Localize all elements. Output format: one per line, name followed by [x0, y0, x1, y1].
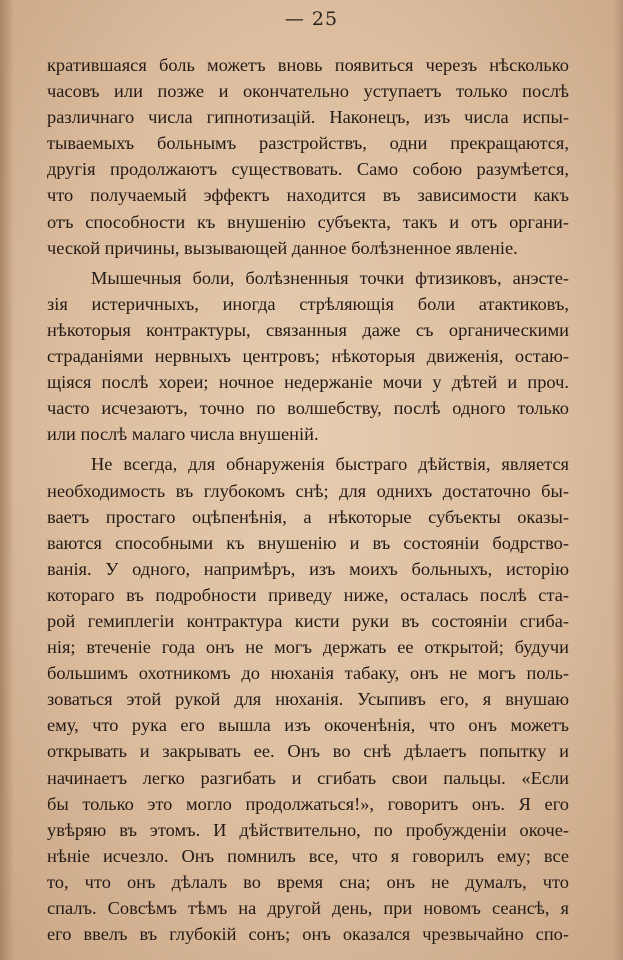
page-number: — 25 — [284, 8, 339, 30]
text-line: нѣкоторыя контрактуры, связанныя даже съ органическими — [47, 319, 569, 340]
paragraph — [47, 451, 569, 947]
text-line: ему, что рука его вышла изъ окоченѣнія, что онъ можетъ — [47, 715, 569, 736]
text-line: открывать и закрывать ее. Онъ во снѣ дѣлаетъ попытку и — [47, 741, 569, 762]
body-text — [47, 52, 569, 947]
text-line: различнаго числа гипнотизацій. Наконецъ, изъ числа испы- — [47, 107, 569, 128]
text-line: другія продолжаютъ существовать. Само собою разумѣется, — [47, 159, 569, 180]
text-line: ванія. У одного, напримѣръ, изъ моихъ больныхъ, исторію — [47, 558, 569, 579]
text-line: ваетъ простаго оцѣпенѣнія, а нѣкоторые субъекты оказы- — [47, 506, 569, 527]
text-line: котораго въ подробности приведу ниже, осталась послѣ ста- — [47, 584, 569, 605]
text-line: спалъ. Совсѣмъ тѣмъ на другой день, при новомъ сеансѣ, я — [47, 898, 569, 918]
text-line: большимъ охотникомъ до нюханія табаку, онъ не могъ поль- — [47, 663, 569, 684]
text-line: часто исчезаютъ, точно по волшебству, послѣ одного только — [47, 398, 569, 419]
text-line: страданіями нервныхъ центровъ; нѣкоторыя движенія, остаю- — [47, 346, 569, 367]
text-line: кратившаяся боль можетъ вновь появиться черезъ нѣсколько — [47, 55, 569, 75]
text-line: начинаетъ легко разгибать и сгибать свои пальцы. «Если — [47, 767, 569, 788]
text-line: нія; втеченіе года онъ не могъ держать ее открытой; будучи — [47, 637, 569, 658]
text-line: щіяся послѣ хореи; ночное недержаніе мочи у дѣтей и проч. — [47, 372, 569, 393]
text-line: то, что онъ дѣлалъ во время сна; онъ не думалъ, что — [47, 871, 569, 892]
text-line: тываемыхъ больнымъ разстройствъ, одни прекращаются, — [47, 133, 569, 154]
paragraph — [47, 52, 569, 261]
text-line: зоваться этой рукой для нюханія. Усыпивъ его, я внушаю — [47, 689, 569, 710]
text-line: Мышечныя боли, болѣзненныя точки фтизиковъ, анэсте- — [91, 267, 569, 288]
text-line: отъ способности къ внушенію субъекта, такъ и отъ органи- — [47, 211, 569, 232]
text-line: бы только это могло продолжаться!», говоритъ онъ. Я его — [47, 793, 569, 814]
text-line: увѣряю въ этомъ. И дѣйствительно, по пробужденіи окоче- — [47, 819, 569, 840]
text-line: ческой причины, вызывающей данное болѣзненное явленіе. — [47, 237, 518, 258]
page-edge-shadow-right — [613, 0, 623, 960]
text-line: его ввелъ въ глубокій сонъ; онъ оказался чрезвычайно спо- — [47, 924, 569, 945]
text-line: что получаемый эффектъ находится въ зависимости какъ — [47, 185, 569, 206]
text-line: зія истеричныхъ, иногда стрѣляющія боли атактиковъ, — [47, 293, 569, 314]
text-line: или послѣ малаго числа внушеній. — [47, 424, 319, 445]
page-edge-shadow-left — [0, 0, 14, 960]
text-line: нѣніе исчезло. Онъ помнилъ все, что я говорилъ ему; все — [47, 845, 569, 866]
paragraph — [47, 265, 569, 448]
text-line: часовъ или позже и окончательно уступаетъ только послѣ — [47, 81, 569, 102]
text-line: ваются способными къ внушенію и въ состояніи бодрство- — [47, 532, 569, 553]
text-line: Не всегда, для обнаруженія быстраго дѣйствія, является — [91, 454, 569, 475]
text-line: рой гемиплегіи контрактура кисти руки въ состояніи сгиба- — [47, 610, 569, 631]
text-line: необходимость въ глубокомъ снѣ; для однихъ достаточно бы- — [47, 480, 569, 501]
